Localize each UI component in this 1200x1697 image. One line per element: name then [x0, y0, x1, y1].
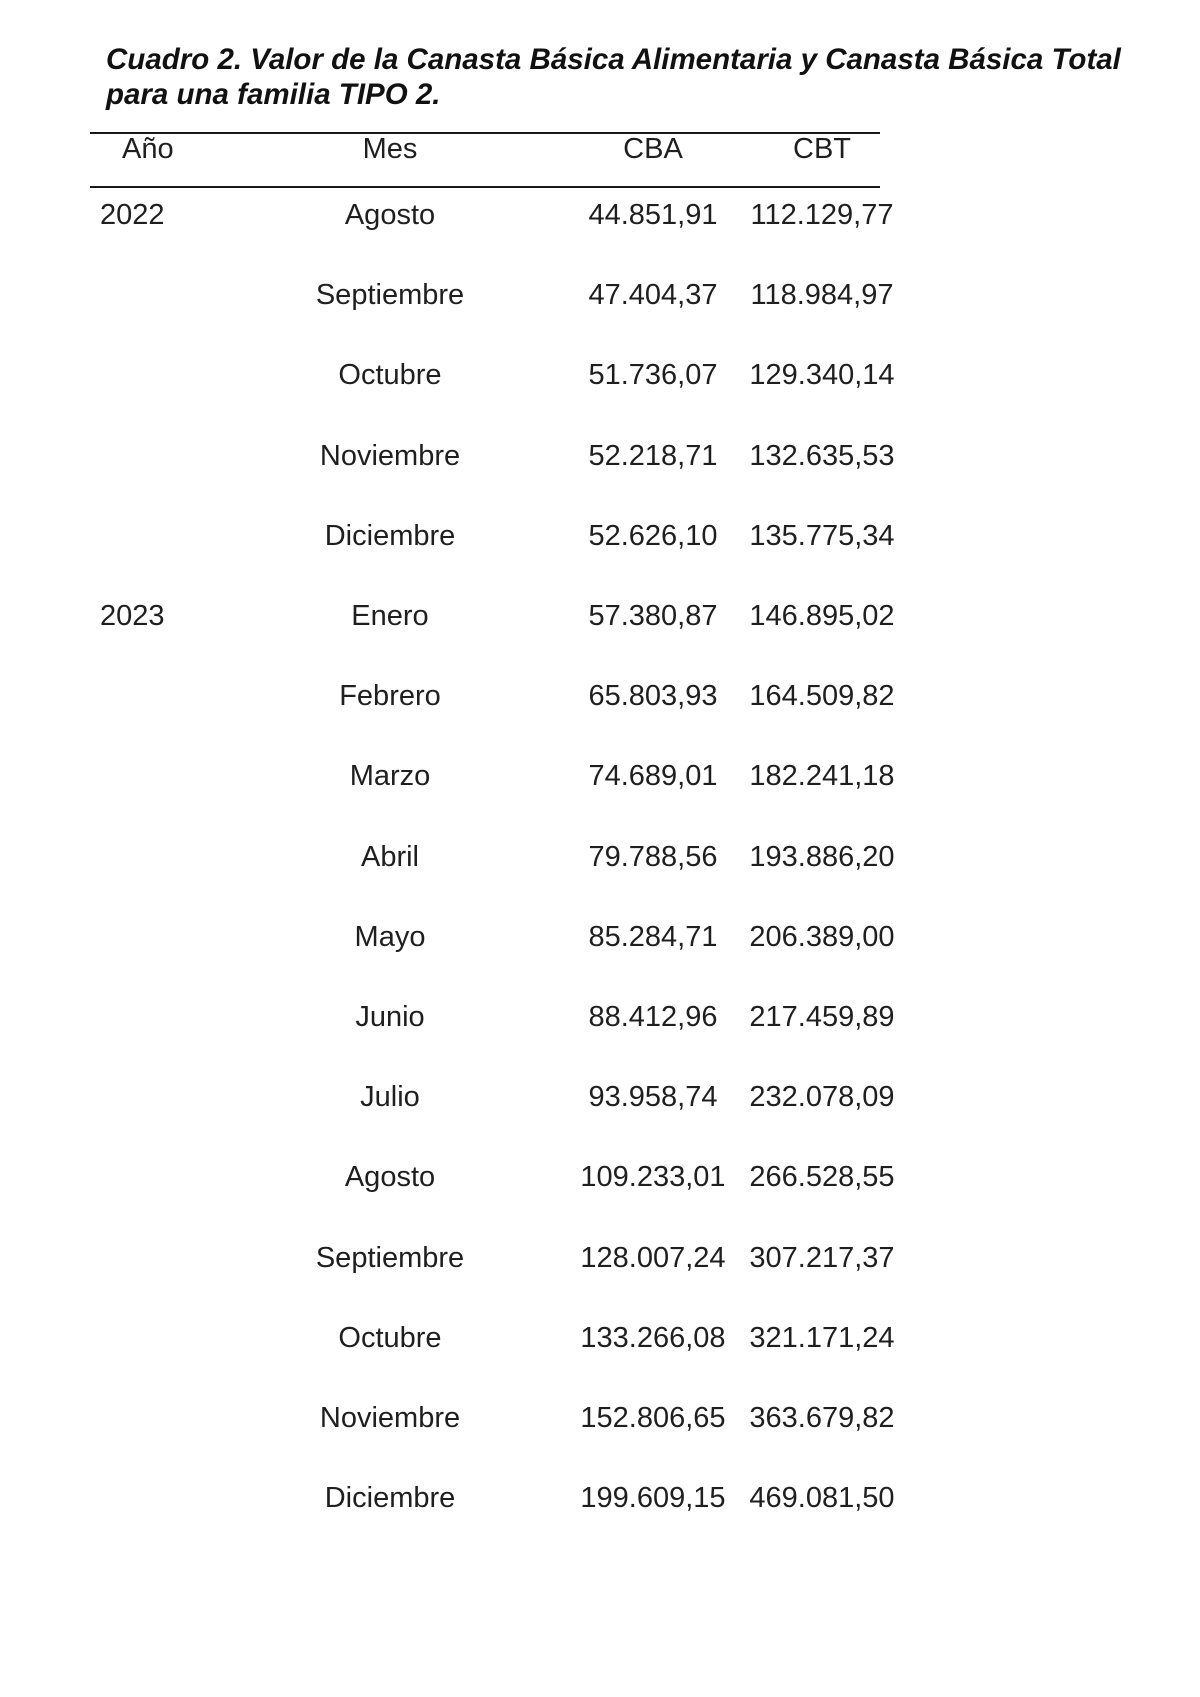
table-row — [90, 358, 895, 392]
cell-cba: 152.806,65 — [580, 1402, 726, 1434]
cell-cba: 128.007,24 — [580, 1241, 726, 1274]
table-row — [90, 439, 895, 473]
table-header-row — [90, 132, 880, 166]
cell-cba: 85.284,71 — [588, 920, 718, 953]
cell-cbt: 206.389,00 — [749, 920, 895, 953]
cell-cbt: 146.895,02 — [749, 600, 895, 632]
table-row — [90, 1241, 895, 1275]
cell-cbt: 164.509,82 — [749, 680, 895, 713]
cell-cba: 44.851,91 — [588, 199, 718, 231]
header-cba: CBA — [623, 133, 683, 165]
table-header-rule — [90, 186, 880, 188]
header-year: Año — [122, 133, 174, 165]
cell-month: Diciembre — [324, 519, 456, 552]
table-caption — [106, 42, 1186, 112]
cell-cbt: 193.886,20 — [749, 840, 895, 873]
table-caption-line-1: Cuadro 2. Valor de la Canasta Básica Alimentaria y Canasta Básica Total — [106, 43, 1121, 76]
table-row — [90, 1080, 895, 1114]
table-row — [90, 1160, 895, 1194]
cell-month: Diciembre — [324, 1482, 456, 1515]
cell-cbt: 469.081,50 — [749, 1482, 895, 1515]
cell-month: Noviembre — [319, 439, 461, 472]
cell-cba: 133.266,08 — [580, 1321, 726, 1354]
cell-cba: 57.380,87 — [588, 600, 718, 632]
cell-month: Octubre — [338, 1321, 442, 1354]
table-row — [90, 599, 895, 633]
table-row — [90, 840, 895, 874]
table-row — [90, 1000, 895, 1034]
cell-month: Noviembre — [319, 1402, 461, 1434]
cell-cba: 65.803,93 — [588, 680, 718, 713]
table-row — [90, 1321, 895, 1355]
cell-cbt: 266.528,55 — [749, 1161, 895, 1194]
cell-month: Octubre — [338, 359, 442, 392]
cell-month: Enero — [351, 600, 429, 632]
cell-cba: 79.788,56 — [588, 840, 718, 873]
cell-cbt: 132.635,53 — [749, 439, 895, 472]
cell-month: Marzo — [349, 760, 431, 793]
header-month: Mes — [362, 133, 418, 165]
table-row — [90, 198, 894, 232]
cell-cbt: 321.171,24 — [749, 1321, 895, 1354]
table-row — [90, 920, 895, 954]
cell-month: Abril — [360, 840, 419, 873]
cell-cba: 88.412,96 — [588, 1001, 718, 1033]
cell-cbt: 232.078,09 — [749, 1081, 895, 1114]
cell-cba: 52.626,10 — [588, 519, 718, 552]
cell-cbt: 129.340,14 — [749, 359, 895, 392]
cell-cbt: 182.241,18 — [749, 760, 895, 793]
table-row — [90, 759, 895, 793]
header-cbt: CBT — [793, 133, 851, 165]
cell-month: Julio — [360, 1081, 420, 1114]
cell-year: 2023 — [100, 600, 165, 632]
cell-cbt: 363.679,82 — [749, 1402, 895, 1434]
cell-cbt: 118.984,97 — [750, 279, 894, 312]
table-row — [90, 278, 894, 312]
table-row — [90, 519, 895, 553]
cell-month: Agosto — [344, 1161, 436, 1194]
cell-cba: 93.958,74 — [588, 1081, 718, 1114]
cell-cbt: 112.129,77 — [750, 199, 894, 231]
cell-cba: 74.689,01 — [588, 760, 718, 793]
cell-cbt: 135.775,34 — [749, 519, 895, 552]
cell-cba: 199.609,15 — [580, 1482, 726, 1515]
cell-cbt: 217.459,89 — [749, 1001, 895, 1033]
cell-cba: 47.404,37 — [588, 279, 718, 312]
table-row — [90, 1481, 895, 1515]
cell-month: Mayo — [354, 920, 426, 953]
table-caption-line-2: para una familia TIPO 2. — [106, 78, 441, 111]
cell-month: Agosto — [344, 199, 436, 231]
cell-month: Febrero — [339, 680, 441, 713]
table-row — [90, 679, 895, 713]
cell-year: 2022 — [100, 199, 165, 231]
cell-cba: 52.218,71 — [588, 439, 718, 472]
cell-month: Septiembre — [315, 279, 465, 312]
cell-cba: 109.233,01 — [580, 1161, 726, 1194]
table-row — [90, 1401, 895, 1435]
cell-month: Junio — [355, 1001, 425, 1033]
cell-cbt: 307.217,37 — [749, 1241, 895, 1274]
cell-month: Septiembre — [315, 1241, 465, 1274]
cell-cba: 51.736,07 — [588, 359, 718, 392]
